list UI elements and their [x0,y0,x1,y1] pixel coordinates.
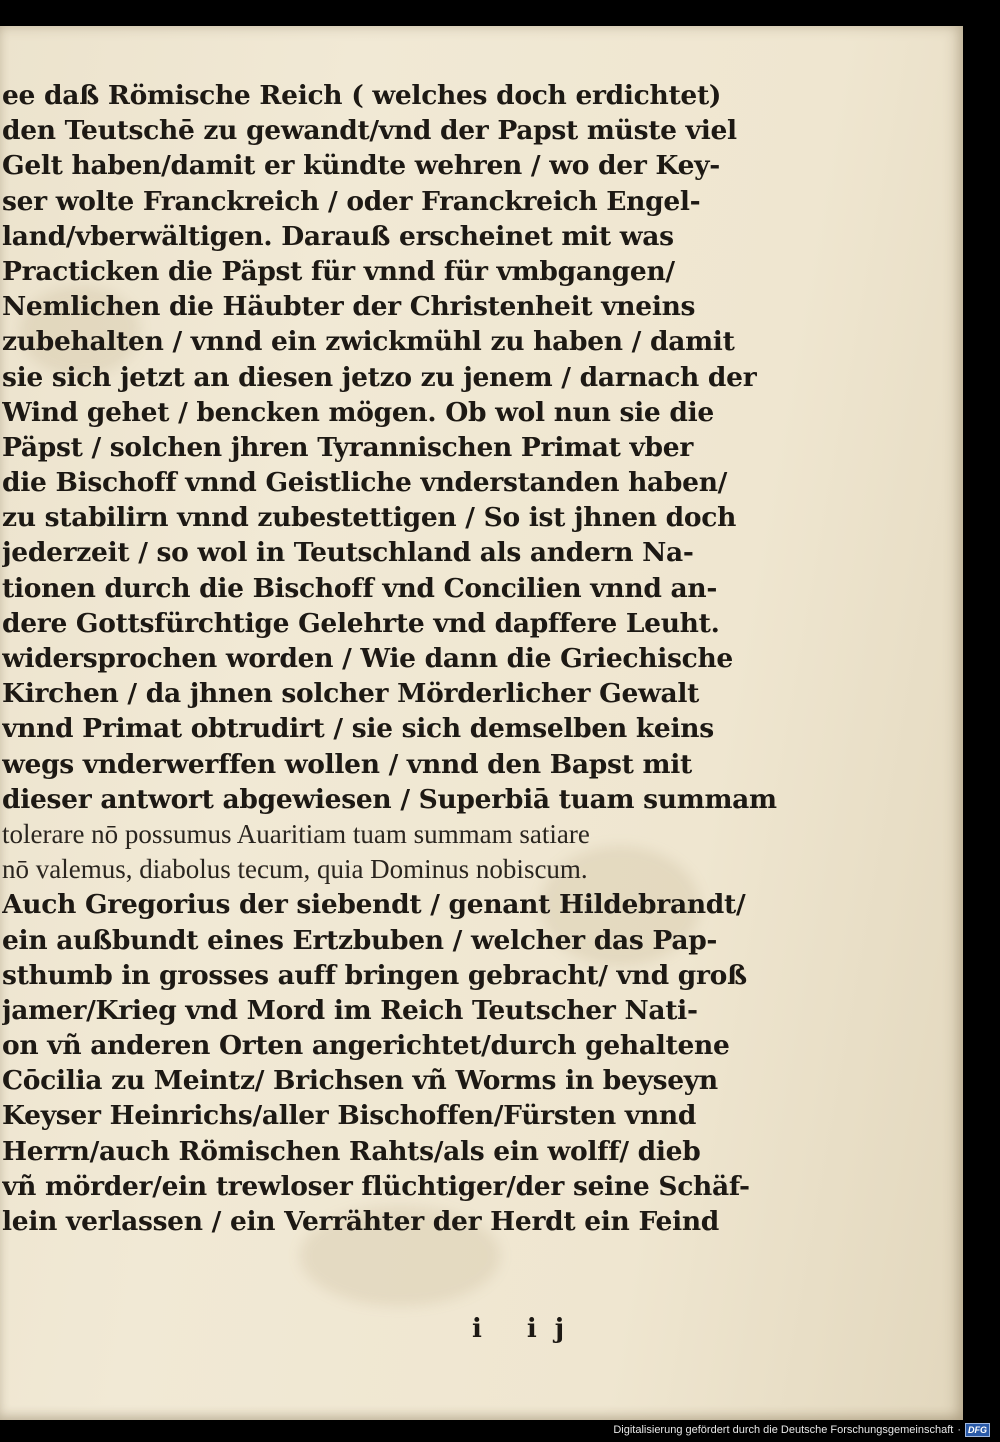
text-line: ee daß Römische Reich ( welches doch erdichtet) [2,80,722,111]
text-line: Nemlichen die Häubter der Christenheit vneins [2,291,696,323]
text-line: ser wolte Franckreich / oder Franckreich Engel- [2,185,701,217]
body-text [2,78,782,1239]
signature-mark: i ij [472,1314,583,1344]
text-line: ein außbundt eines Ertzbuben / welcher das Pap- [2,924,718,956]
text-line: Herrn/auch Römischen Rahts/als ein wolff/ dieb [2,1135,701,1167]
text-line: sthumb in grosses auff bringen gebracht/ vnd groß [2,959,747,991]
text-line: Practicken die Päpst für vnnd für vmbgangen/ [2,255,675,287]
text-line: zu stabilirn vnnd zubestettigen / So ist jhnen doch [2,502,737,534]
text-line: dieser antwort abgewiesen / Superbiā tuam summam [2,783,777,815]
funding-credit: Digitalisierung gefördert durch die Deutsche Forschungsgemeinschaft [613,1424,954,1436]
text-line: vñ mörder/ein trewloser flüchtiger/der seine Schäf- [2,1170,750,1202]
text-line: zubehalten / vnnd ein zwickmühl zu haben / damit [2,326,735,358]
text-line: Keyser Heinrichs/aller Bischoffen/Fürsten vnnd [2,1100,697,1132]
text-line: jamer/Krieg vnd Mord im Reich Teutscher Nati- [2,994,698,1026]
text-line: widersprochen worden / Wie dann die Griechische [2,643,733,674]
text-line-latin: tolerare nō possumus Auaritiam tuam summam satiare [2,818,590,849]
digitization-footer [613,1422,990,1438]
text-line: wegs vnderwerffen wollen / vnnd den Bapst mit [2,748,692,780]
text-line: Auch Gregorius der siebendt / genant Hildebrandt/ [2,889,746,921]
text-line: den Teutschē zu gewandt/vnd der Papst müste viel [2,115,737,147]
text-line: Päpst / solchen jhren Tyrannischen Primat vber [2,431,693,463]
text-line: Kirchen / da jhnen solcher Mörderlicher Gewalt [2,678,700,710]
text-line: Wind gehet / bencken mögen. Ob wol nun sie die [2,396,714,428]
text-line: vnnd Primat obtrudirt / sie sich demselben keins [2,713,714,745]
book-page [0,26,963,1420]
dfg-logo-icon: DFG [965,1423,990,1437]
text-line: Cōcilia zu Meintz/ Brichsen vñ Worms in beyseyn [2,1065,718,1097]
text-line: lein verlassen / ein Verrähter der Herdt ein Feind [2,1206,720,1237]
text-line: jederzeit / so wol in Teutschland als andern Na- [2,537,694,569]
text-line: die Bischoff vnnd Geistliche vnderstanden haben/ [2,467,728,499]
text-line: sie sich jetzt an diesen jetzo zu jenem / darnach der [2,361,757,393]
text-line: on vñ anderen Orten angerichtet/durch gehaltene [2,1030,730,1062]
text-line: dere Gottsfürchtige Gelehrte vnd dapffere Leuht. [2,607,720,639]
text-line: land/vberwältigen. Darauß erscheinet mit was [2,220,674,252]
text-line: Gelt haben/damit er kündte wehren / wo der Key- [2,150,720,182]
text-line: tionen durch die Bischoff vnd Concilien vnnd an- [2,572,718,604]
separator-dot: · [957,1424,961,1436]
text-line-latin: nō valemus, diabolus tecum, quia Dominus nobiscum. [2,854,588,885]
